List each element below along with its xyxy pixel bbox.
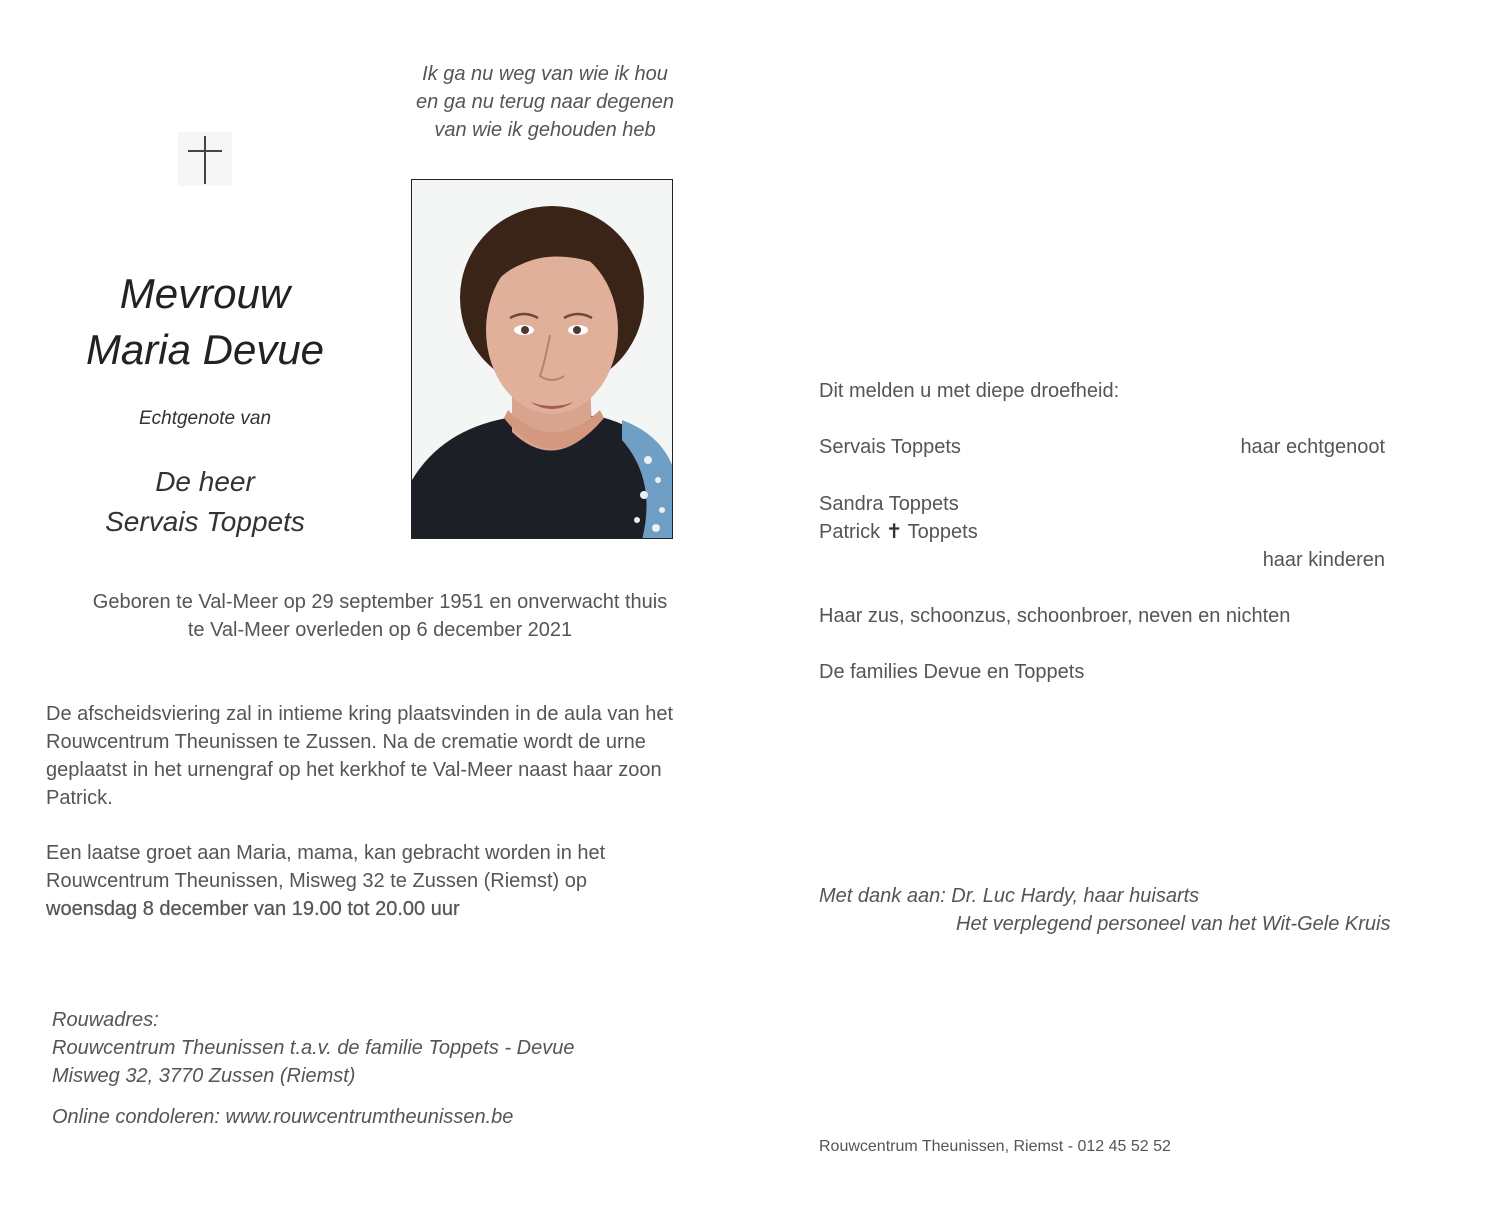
ceremony-line-4: Patrick. [46, 787, 113, 809]
address-label: Rouwadres: [52, 1009, 159, 1031]
families: De families Devue en Toppets [819, 661, 1085, 683]
farewell-line-1: Een laatse groet aan Maria, mama, kan gebracht worden in het [46, 842, 606, 864]
spouse-block [40, 462, 370, 542]
birth-line: Geboren te Val-Meer op 29 september 1951 en onverwacht thuis [92, 591, 668, 613]
farewell-line-2: Rouwcentrum Theunissen, Misweg 32 te Zussen (Riemst) op [46, 870, 587, 892]
poem-line-2: en ga nu terug naar degenen [416, 91, 674, 113]
spouse-name: Servais Toppets [105, 506, 305, 537]
deceased-name: Maria Devue [85, 326, 325, 373]
relatives: Haar zus, schoonzus, schoonbroer, neven en nichten [819, 605, 1291, 627]
thanks-line-2: Het verplegend personeel van het Wit-Gele Kruis [956, 913, 1391, 935]
spouse-title: De heer [155, 466, 255, 497]
cross-icon [178, 132, 232, 186]
child-2-first: Patrick [819, 521, 881, 543]
ceremony-line-2: Rouwcentrum Theunissen te Zussen. Na de crematie wordt de urne [46, 731, 646, 753]
husband-name: Servais Toppets [819, 436, 961, 458]
poem-line-3: van wie ik gehouden heb [434, 119, 656, 141]
ceremony-line-3: geplaatst in het urnengraf op het kerkhof te Val-Meer naast haar zoon [46, 759, 662, 781]
ceremony-paragraph [46, 700, 726, 812]
address-line-2: Misweg 32, 3770 Zussen (Riemst) [52, 1065, 356, 1087]
birth-death-text [40, 588, 720, 644]
portrait-photo [411, 179, 673, 539]
funeral-home-footer: Rouwcentrum Theunissen, Riemst - 012 45 52 52 [819, 1138, 1171, 1155]
poem-line-1: Ik ga nu weg van wie ik hou [422, 63, 668, 85]
farewell-paragraph [46, 839, 726, 923]
address-line-1: Rouwcentrum Theunissen t.a.v. de familie Toppets - Devue [52, 1037, 575, 1059]
address-block [52, 1006, 712, 1090]
spouse-intro: Echtgenote van [138, 408, 272, 429]
announcement-intro: Dit melden u met diepe droefheid: [819, 380, 1120, 402]
farewell-datetime: woensdag 8 december van 19.00 tot 20.00 uur [46, 898, 460, 920]
poem [380, 60, 710, 144]
child-2-last: Toppets [907, 521, 978, 543]
children-role: haar kinderen [1262, 549, 1385, 571]
child-2-name [819, 518, 978, 546]
cross-icon: ✝ [885, 521, 903, 543]
deceased-name-block [40, 266, 370, 378]
husband-role: haar echtgenoot [1240, 436, 1385, 458]
child-1-name: Sandra Toppets [819, 493, 959, 515]
thanks-line-1: Met dank aan: Dr. Luc Hardy, haar huisarts [819, 885, 1200, 907]
ceremony-line-1: De afscheidsviering zal in intieme kring plaatsvinden in de aula van het [46, 703, 674, 725]
deceased-title: Mevrouw [119, 270, 291, 317]
death-line: te Val-Meer overleden op 6 december 2021 [187, 619, 573, 641]
online-condolence: Online condoleren: www.rouwcentrumtheunissen.be [52, 1106, 514, 1128]
portrait-illustration [412, 180, 672, 538]
